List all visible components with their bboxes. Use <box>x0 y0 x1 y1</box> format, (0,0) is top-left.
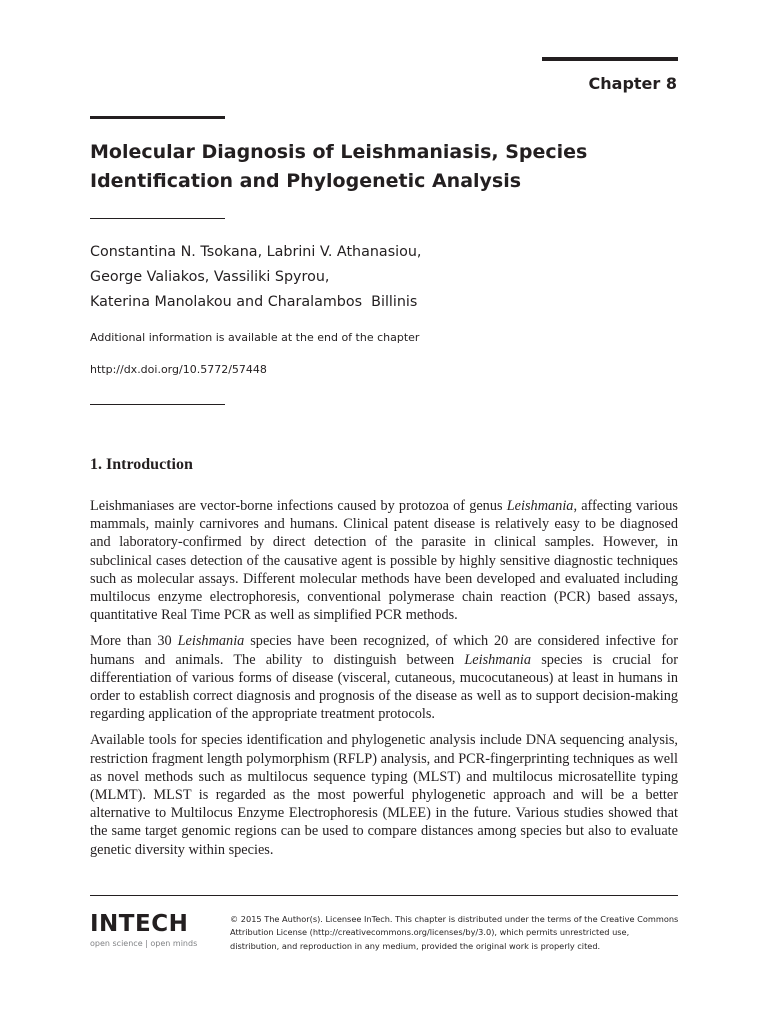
doi-link[interactable]: http://dx.doi.org/10.5772/57448 <box>90 363 267 376</box>
footer-rule <box>90 895 678 896</box>
author-line: Katerina Manolakou and Charalambos Billinis <box>90 294 418 310</box>
chapter-title <box>90 138 690 196</box>
license-line: Attribution License (http://creativecommons.org/licenses/by/3.0), which permits unrestricted use, <box>230 927 630 938</box>
paragraph <box>90 731 678 858</box>
license-line: © 2015 The Author(s). Licensee InTech. This chapter is distributed under the terms of the Creative Commons <box>230 914 679 924</box>
license-notice <box>230 913 690 953</box>
genus-name: Leishmania <box>177 633 245 650</box>
license-line: distribution, and reproduction in any medium, provided the original work is properly cited. <box>230 940 601 951</box>
chapter-title-line-1: Molecular Diagnosis of Leishmaniasis, Species <box>90 141 588 163</box>
paragraph-text: Available tools for species identification and phylogenetic analysis include DNA sequencing analysis, restriction fragment length polymorphism (RFLP) analysis, and PCR-fingerprinting techniques as well as novel methods such as multilocus sequence typing (MLST) and multilocus microsatellite typing (MLMT). MLST is regarded as the most powerful phylogenetic approach and will be a better alternative to Multilocus Enzyme Electrophoresis (MLEE) in the future. Various studies showed that the same target genomic regions can be used to compare distances among species but also to evaluate genetic diversity within species. <box>90 732 678 858</box>
title-bottom-rule <box>90 218 225 219</box>
author-line: George Valiakos, Vassiliki Spyrou, <box>90 269 330 285</box>
intech-tagline: open science | open minds <box>90 939 198 948</box>
paragraph-text: species have been recognized, of which 20 are considered infective for humans and animals. The ability to distinguish between <box>90 633 678 668</box>
paragraph-text: More than 30 <box>90 633 178 650</box>
author-list <box>90 240 690 315</box>
paragraph-text: Leishmaniases are vector-borne infections caused by protozoa of genus <box>90 498 507 514</box>
paragraph-text: , affecting various mammals, mainly carnivores and humans. Clinical patent disease is relatively easy to be diagnosed and laboratory-confirmed by direct detection of the parasite in clinical samples. However, in subclinical cases detection of the causative agent is possible by highly sensitive diagnostic techniques such as molecular assays. Different molecular methods have been developed and evaluated including multilocus enzyme electrophoresis, conventional polymerase chain reaction (PCR) based assays, quantitative Real Time PCR as well as simplified PCR methods. <box>90 498 678 624</box>
paragraph <box>90 632 678 723</box>
doi-bottom-rule <box>90 404 225 405</box>
paragraph <box>90 497 678 624</box>
additional-info-note: Additional information is available at the end of the chapter <box>90 331 420 344</box>
section-heading: 1. Introduction <box>90 456 193 473</box>
author-line: Constantina N. Tsokana, Labrini V. Athanasiou, <box>90 244 422 260</box>
genus-name: Leishmania <box>506 498 574 514</box>
title-top-rule <box>90 116 225 119</box>
genus-name: Leishmania <box>464 651 532 668</box>
body-text <box>90 497 678 867</box>
chapter-title-line-2: Identification and Phylogenetic Analysis <box>90 170 522 192</box>
chapter-label: Chapter 8 <box>588 74 677 93</box>
chapter-top-rule <box>542 57 678 61</box>
paragraph-text: species is crucial for differentiation of various forms of disease (visceral, cutaneous, mucocutaneous) at least in humans in order to establish correct diagnosis and prognosis of the disease as well as to support decision-making regarding application of the appropriate treatment protocols. <box>90 651 678 723</box>
intech-logo: INTECH <box>90 911 189 937</box>
